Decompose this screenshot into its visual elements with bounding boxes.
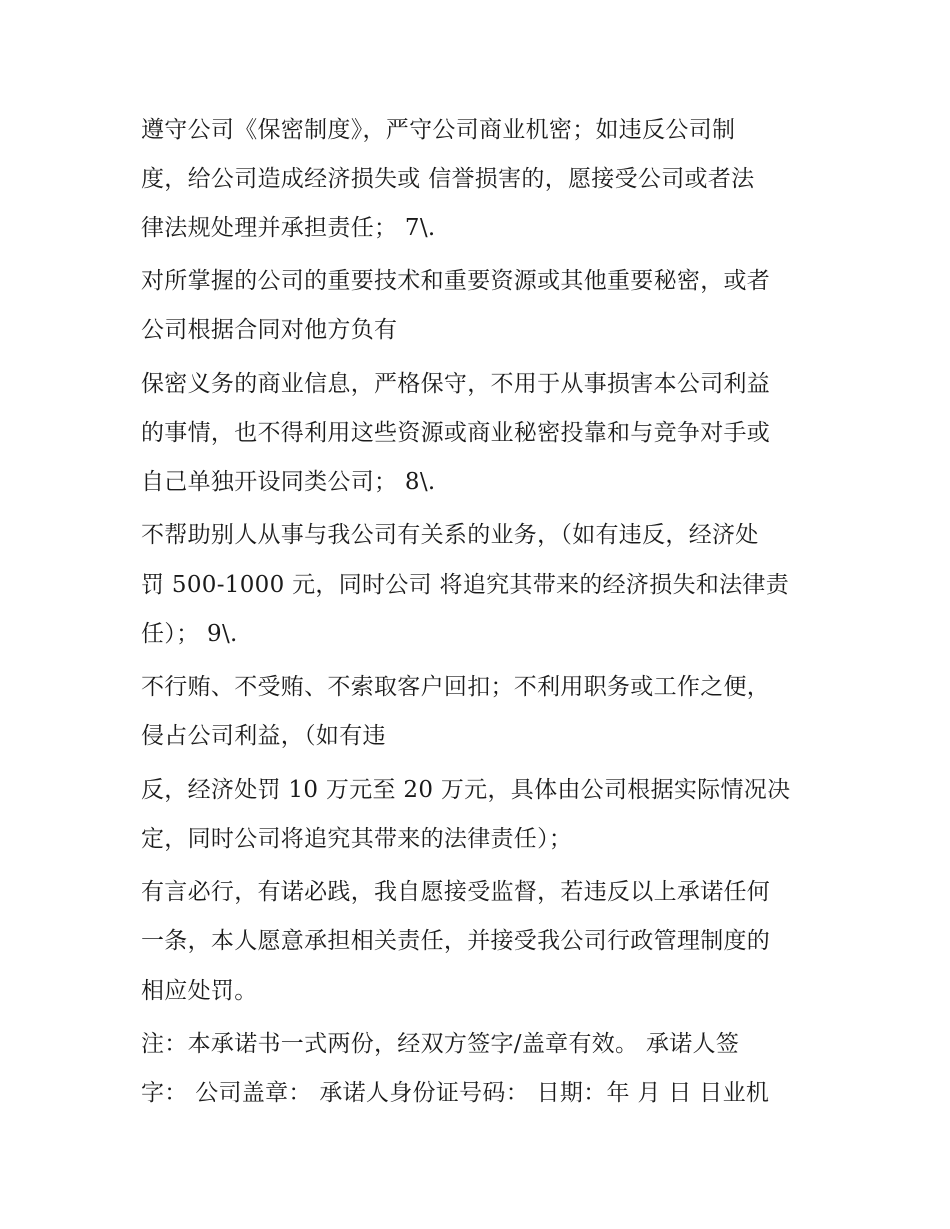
text-line: 任）； 9\. xyxy=(141,621,238,647)
text-line: 反，经济处罚 10 万元至 20 万元，具体由公司根据实际情况决 xyxy=(141,777,791,803)
text-line: 不帮助别人从事与我公司有关系的业务，（如有违反，经济处 xyxy=(141,522,759,548)
text-line: 的事情，也不得利用这些资源或商业秘密投靠和与竞争对手或 xyxy=(141,420,771,446)
text-line: 一条，本人愿意承担相关责任，并接受我公司行政管理制度的 xyxy=(141,928,771,954)
text-line: 自己单独开设同类公司； 8\. xyxy=(141,469,436,495)
text-line: 不行贿、不受贿、不索取客户回扣；不利用职务或工作之便， xyxy=(141,674,771,700)
text-line: 有言必行，有诺必践，我自愿接受监督，若违反以上承诺任何 xyxy=(141,879,771,905)
text-line: 保密义务的商业信息，严格保守，不用于从事损害本公司利益 xyxy=(141,371,771,397)
text-line: 注：本承诺书一式两份，经双方签字/盖章有效。 承诺人签 xyxy=(141,1031,740,1057)
text-line: 相应处罚。 xyxy=(141,978,258,1004)
text-line: 律法规处理并承担责任； 7\. xyxy=(141,215,436,241)
text-line: 字： 公司盖章： 承诺人身份证号码： 日期：年 月 日 日业机 xyxy=(141,1080,770,1106)
text-line: 罚 500-1000 元，同时公司 将追究其带来的经济损失和法律责 xyxy=(141,572,790,598)
text-line: 公司根据合同对他方负有 xyxy=(141,317,398,343)
text-line: 遵守公司《保密制度》，严守公司商业机密；如违反公司制 xyxy=(141,117,736,143)
text-line: 度，给公司造成经济损失或 信誉损害的，愿接受公司或者法 xyxy=(141,166,755,192)
text-line: 定，同时公司将追究其带来的法律责任）； xyxy=(141,826,573,852)
text-line: 侵占公司利益，（如有违 xyxy=(141,723,386,749)
text-line: 对所掌握的公司的重要技术和重要资源或其他重要秘密，或者 xyxy=(141,268,771,294)
